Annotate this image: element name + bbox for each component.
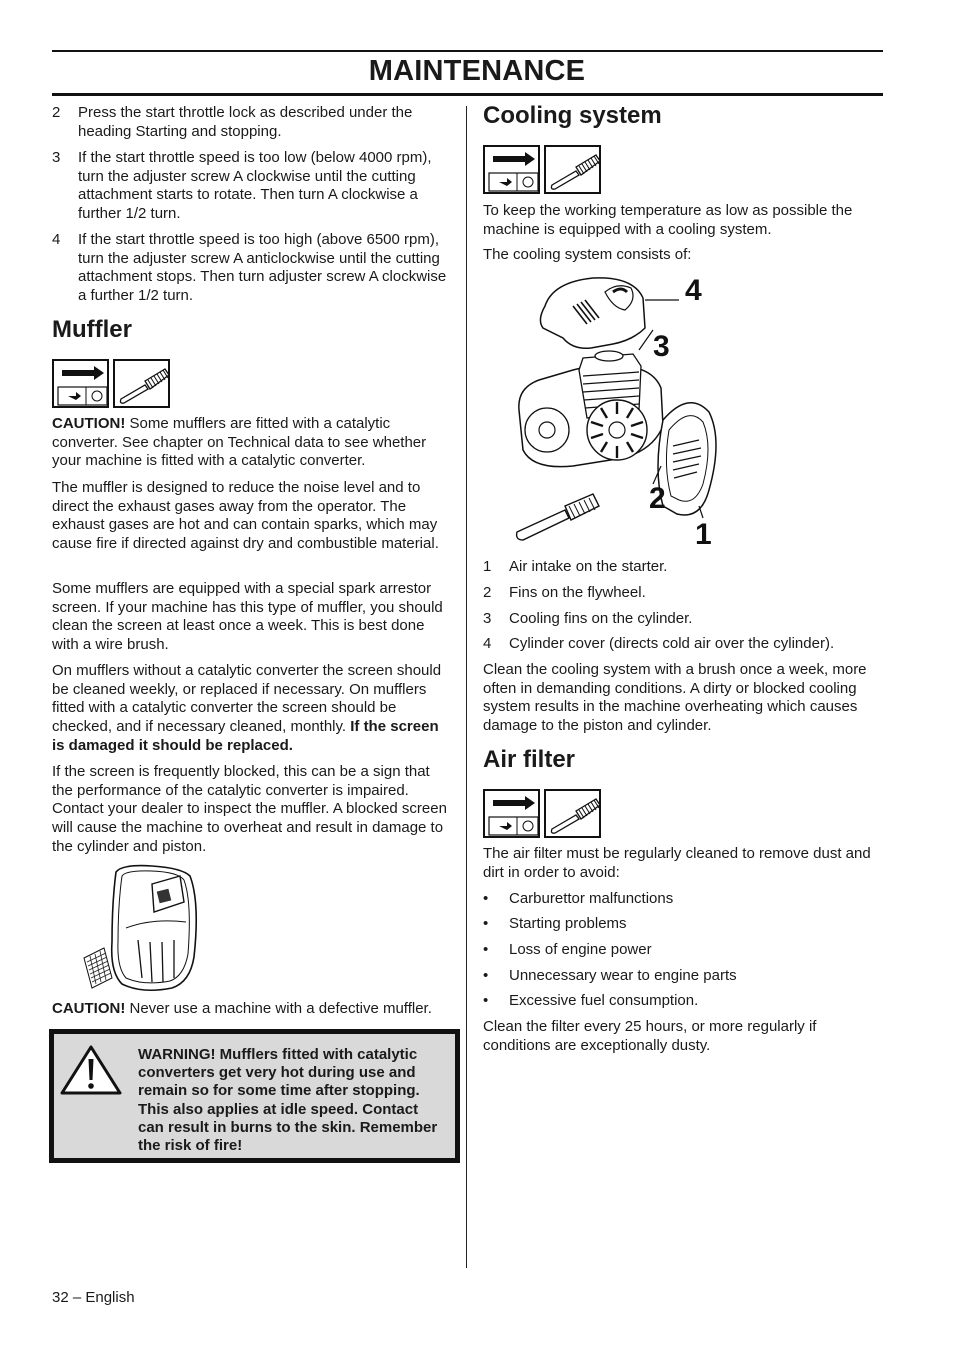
callout-4: 4 bbox=[685, 274, 702, 307]
cooling-paragraph-3: Clean the cooling system with a brush once a week, more often in demanding conditions. A dirty or blocked cooling system results in the machine overheating which causes damage to the piston and cylinder. bbox=[483, 661, 867, 735]
header-rule-top bbox=[52, 50, 883, 52]
cooling-paragraph-1: To keep the working temperature as low as possible the machine is equipped with a cooling system. bbox=[483, 202, 853, 238]
muffler-paragraph-3: On mufflers without a catalytic converter the screen should be cleaned weekly, or replaced if necessary. On mufflers fitted with a catalytic converter the screen should be checked, and if necessary cleaned, monthly. If the screen is damaged it should be replaced. bbox=[52, 662, 442, 754]
page-number: 32 – English bbox=[52, 1289, 135, 1306]
muffler-paragraph-4: If the screen is frequently blocked, this can be a sign that the performance of the catalytic converter is impaired. Contact your dealer to inspect the muffler. A blocked screen will cause the machine to overheat and result in damage to the cylinder and piston. bbox=[52, 763, 447, 855]
air-filter-heading: Air filter bbox=[483, 746, 576, 773]
header-rule-bottom bbox=[52, 93, 883, 96]
callout-3: 3 bbox=[653, 330, 670, 363]
maintenance-arrow-icon bbox=[483, 145, 540, 194]
air-filter-paragraph-2: Clean the filter every 25 hours, or more regularly if conditions are exceptionally dusty. bbox=[483, 1018, 817, 1054]
muffler-paragraph-2: Some mufflers are equipped with a special spark arrestor screen. If your machine has this type of muffler, you should clean the screen at least once a week. This is best done with a wire brush. bbox=[52, 580, 443, 654]
caution-paragraph-2: CAUTION! Never use a machine with a defective muffler. bbox=[52, 1000, 432, 1017]
warning-text: WARNING! Mufflers fitted with catalytic converters get very hot during use and remain so for some time after stopping. This also applies at idle speed. Contact can result in burns to the skin. Remember the risk of fire! bbox=[138, 1046, 438, 1155]
muffler-paragraph-1: The muffler is designed to reduce the noise level and to direct the exhaust gases away from the operator. The exhaust gases are hot and can contain sparks, which may cause fire if directed against dry and combustible material. bbox=[52, 479, 439, 553]
maintenance-icons bbox=[483, 789, 601, 838]
brush-icon bbox=[113, 359, 170, 408]
air-filter-paragraph-1: The air filter must be regularly cleaned to remove dust and dirt in order to avoid: bbox=[483, 845, 871, 881]
maintenance-arrow-icon bbox=[483, 789, 540, 838]
callout-2: 2 bbox=[649, 482, 666, 515]
maintenance-arrow-icon bbox=[52, 359, 109, 408]
warning-box bbox=[49, 1029, 460, 1163]
step-text: If the start throttle speed is too high (above 6500 rpm), turn the adjuster screw A anticlockwise until the cutting attachment stops. Then turn adjuster screw A clockwise a further 1/2 turn. bbox=[78, 231, 447, 305]
muffler-illustration bbox=[82, 862, 262, 1002]
warning-triangle-icon bbox=[59, 1044, 123, 1096]
cooling-system-illustration bbox=[513, 270, 753, 560]
brush-icon bbox=[544, 789, 601, 838]
muffler-heading: Muffler bbox=[52, 316, 132, 343]
cooling-heading: Cooling system bbox=[483, 102, 662, 129]
callout-1: 1 bbox=[695, 518, 712, 551]
brush-icon bbox=[544, 145, 601, 194]
maintenance-icons bbox=[52, 359, 170, 408]
step-text: If the start throttle speed is too low (below 4000 rpm), turn the adjuster screw A clockwise until the cutting attachment starts to rotate. Then turn A clockwise a further 1/2 turn. bbox=[78, 149, 432, 223]
maintenance-icons bbox=[483, 145, 601, 194]
cooling-paragraph-2: The cooling system consists of: bbox=[483, 246, 692, 263]
column-divider bbox=[466, 106, 467, 1268]
page-title: MAINTENANCE bbox=[368, 55, 586, 87]
step-text: Press the start throttle lock as described under the heading Starting and stopping. bbox=[78, 104, 413, 140]
caution-paragraph: CAUTION! Some mufflers are fitted with a catalytic converter. See chapter on Technical data to see whether your machine is fitted with a catalytic converter. bbox=[52, 415, 427, 470]
